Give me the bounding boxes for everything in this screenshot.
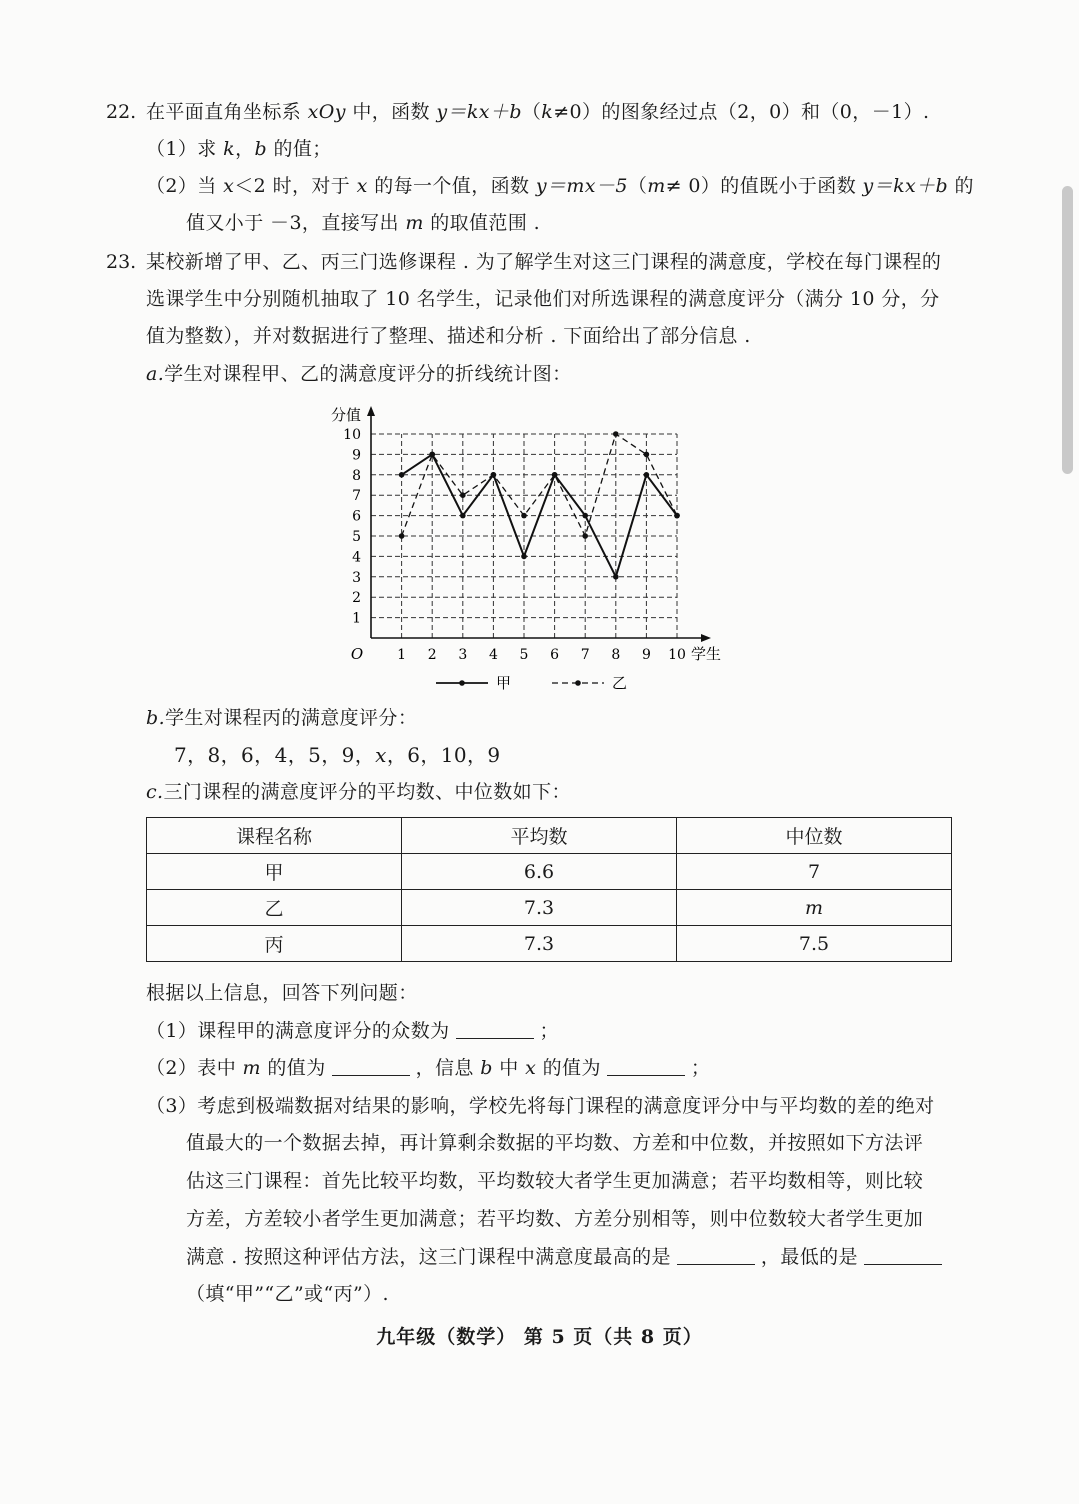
q22-stem-text-3: （ <box>521 101 542 123</box>
cell-mean: 7.3 <box>402 890 677 926</box>
q22-p2-func1: y＝mx－5 <box>535 175 628 197</box>
vertical-scrollbar[interactable] <box>1062 186 1073 474</box>
scores-x: x <box>375 743 387 767</box>
q22-stem-text-1: 在平面直角坐标系 <box>146 101 308 123</box>
data-point <box>399 533 405 539</box>
q23-part3-line1: （3）考虑到极端数据对结果的影响，学校先将每门课程的满意度评分中与平均数的差的绝对 <box>146 1095 935 1117</box>
x-tick-label: 8 <box>611 647 621 663</box>
q22-p2-t6: 的 <box>948 175 974 197</box>
page-footer: 九年级（数学） 第 5 页（共 8 页） <box>376 1326 703 1348</box>
info-a-text: 学生对课程甲、乙的满意度评分的折线统计图： <box>164 363 572 385</box>
q23-p3-t1: 满意 . 按照这种评估方法，这三门课程中满意度最高的是 <box>186 1246 671 1268</box>
q23-stem-line2: 选课学生中分别随机抽取了 10 名学生，记录他们对所选课程的满意度评分（满分 10 分，分 <box>146 288 940 310</box>
chart-axes <box>331 406 721 663</box>
q23-p2-x: x <box>525 1057 537 1079</box>
data-point <box>399 472 405 478</box>
q23-part1 <box>146 1018 559 1044</box>
q22-stem-coord: xOy <box>307 101 346 123</box>
data-point <box>429 452 435 458</box>
q22-part1 <box>146 136 332 162</box>
q22-p1-text-2: ， <box>235 138 255 160</box>
q22-p2-t3: 的每一个值，函数 <box>367 175 536 197</box>
q23-part3-line5 <box>186 1244 948 1270</box>
info-b-label: b. <box>146 707 166 729</box>
q23-p2-t3: ，信息 <box>415 1057 481 1079</box>
q22-p2b-m: m <box>405 212 424 234</box>
y-tick-label: 10 <box>343 427 361 443</box>
y-axis-label: 分值 <box>331 406 362 424</box>
q22-stem-func: y＝kx＋b <box>436 101 522 123</box>
stats-table <box>146 817 952 962</box>
table-header-row <box>147 818 952 854</box>
q22-p2-m: m <box>647 175 666 197</box>
data-point <box>582 533 588 539</box>
data-point <box>460 492 466 498</box>
q23-part3-line6: （填“甲”“乙”或“丙”）. <box>186 1283 389 1305</box>
q22-part2-line2 <box>186 210 540 236</box>
q22-p2b-t2: 的取值范围 . <box>423 212 541 234</box>
x-tick-label: 3 <box>458 647 468 663</box>
q23-p2-b: b <box>480 1057 493 1079</box>
y-tick-label: 1 <box>352 610 361 627</box>
x-tick-label: 9 <box>641 647 651 663</box>
x-tick-label: 6 <box>550 647 560 663</box>
q23-p2-t1: （2）表中 <box>146 1057 243 1079</box>
q22-p1-text-3: 的值； <box>267 138 332 160</box>
legend-label: 乙 <box>612 674 628 692</box>
data-point <box>491 472 497 478</box>
q23-p3-t2: ，最低的是 <box>760 1246 858 1268</box>
q23-part3-line4: 方差，方差较小者学生更加满意；若平均数、方差分别相等，则中位数较大者学生更加 <box>186 1208 924 1230</box>
data-point <box>613 431 619 437</box>
x-tick-label: 7 <box>580 647 590 663</box>
q23-stem-line1: 某校新增了甲、乙、丙三门选修课程 . 为了解学生对这三门课程的满意度，学校在每门课程的 <box>146 251 942 273</box>
info-c-label: c. <box>146 781 164 803</box>
header-course: 课程名称 <box>147 818 402 854</box>
answer-blank-highest[interactable] <box>677 1246 755 1265</box>
legend-label: 甲 <box>496 674 512 692</box>
answer-blank-mode[interactable] <box>456 1020 534 1039</box>
q23-p2-t2: 的值为 <box>260 1057 326 1079</box>
q23-p2-t5: 的值为 <box>536 1057 601 1079</box>
q23-info-b <box>146 705 417 731</box>
course-c-scores <box>174 742 501 768</box>
cell-course: 乙 <box>147 890 402 926</box>
legend-marker <box>575 680 581 686</box>
cell-median: 7.5 <box>677 926 952 962</box>
answer-blank-x[interactable] <box>607 1057 685 1076</box>
q23-p2-m: m <box>242 1057 261 1079</box>
cell-course: 甲 <box>147 854 402 890</box>
q22-p2-x1: x <box>223 175 235 197</box>
y-tick-label: 2 <box>352 590 361 607</box>
q23-part3-line3: 估这三门课程：首先比较平均数，平均数较大者学生更加满意；若平均数相等，则比较 <box>186 1170 924 1192</box>
data-point <box>521 513 527 519</box>
q22-stem-k: k <box>541 101 554 123</box>
q23-part2 <box>146 1055 710 1081</box>
q23-p1-end: ； <box>539 1020 559 1042</box>
q22-stem <box>146 99 929 125</box>
cell-median: 7 <box>677 854 952 890</box>
y-tick-label: 5 <box>352 529 361 545</box>
y-tick-label: 8 <box>352 467 361 484</box>
q23-info-a <box>146 361 572 387</box>
table-row <box>147 890 952 926</box>
y-tick-label: 7 <box>352 488 361 505</box>
line-chart <box>320 398 740 698</box>
x-axis-arrow <box>701 634 711 642</box>
data-point <box>582 513 588 519</box>
q22-p1-k: k <box>223 138 236 160</box>
q22-number: 22. <box>106 101 137 123</box>
cell-median: m <box>677 890 952 926</box>
q22-p2-t1: （2）当 <box>146 175 224 197</box>
q22-stem-text-4: ≠0）的图象经过点（2，0）和（0，－1）. <box>553 101 930 123</box>
q23-p2-end: ； <box>690 1057 711 1079</box>
q23-p2-t4: 中 <box>492 1057 526 1079</box>
q22-p2-func2: y＝kx＋b <box>862 175 949 197</box>
q22-p2-t4: （ <box>627 175 648 197</box>
x-axis-label: 学生 <box>691 645 722 663</box>
header-mean: 平均数 <box>402 818 677 854</box>
data-point <box>613 574 619 580</box>
series-line-2 <box>402 434 677 536</box>
x-tick-label: 4 <box>488 647 498 663</box>
info-b-text: 学生对课程丙的满意度评分： <box>165 707 418 729</box>
answer-blank-m[interactable] <box>332 1057 410 1076</box>
q23-ask: 根据以上信息，回答下列问题： <box>146 982 418 1004</box>
table-row <box>147 926 952 962</box>
info-a-label: a. <box>146 363 165 385</box>
chart-legend <box>436 674 627 692</box>
legend-marker <box>459 680 465 686</box>
q22-stem-text-2: 中，函数 <box>345 101 437 123</box>
y-tick-label: 3 <box>352 569 361 586</box>
chart-ticks <box>343 427 686 663</box>
x-tick-label: 10 <box>668 647 686 663</box>
cell-mean: 7.3 <box>402 926 677 962</box>
y-tick-label: 9 <box>352 447 361 464</box>
data-point <box>644 472 650 478</box>
q22-p1-b: b <box>254 138 268 160</box>
q23-number: 23. <box>106 251 137 273</box>
q22-p2b-t1: 值又小于 －3，直接写出 <box>186 212 406 234</box>
chart-series <box>399 431 680 579</box>
answer-blank-lowest[interactable] <box>864 1246 942 1265</box>
q22-p2-x2: x <box>356 175 368 197</box>
scores-part-1: 7，8，6，4，5，9， <box>174 743 376 767</box>
q22-p2-t5: ≠ 0）的值既小于函数 <box>665 175 863 197</box>
q22-p1-text-1: （1）求 <box>146 138 224 160</box>
q23-p1-text: （1）课程甲的满意度评分的众数为 <box>146 1020 450 1042</box>
info-c-text: 三门课程的满意度评分的平均数、中位数如下： <box>163 781 571 803</box>
q22-p2-t2: ＜2 时，对于 <box>234 175 357 197</box>
origin-label: O <box>350 645 364 663</box>
x-tick-label: 1 <box>397 647 407 663</box>
data-point <box>552 472 558 478</box>
header-median: 中位数 <box>677 818 952 854</box>
y-tick-label: 6 <box>352 508 361 525</box>
q23-info-c <box>146 779 571 805</box>
data-point <box>674 513 680 519</box>
data-point <box>460 513 466 519</box>
data-point <box>644 452 650 458</box>
table-row <box>147 854 952 890</box>
y-axis-arrow <box>367 406 375 416</box>
y-tick-label: 4 <box>352 549 361 566</box>
data-point <box>521 554 527 560</box>
q23-part3-line2: 值最大的一个数据去掉，再计算剩余数据的平均数、方差和中位数，并按照如下方法评 <box>186 1132 924 1154</box>
x-tick-label: 5 <box>519 647 529 663</box>
q22-part2-line1 <box>146 173 974 199</box>
cell-course: 丙 <box>147 926 402 962</box>
scores-part-2: ，6，10，9 <box>386 743 501 767</box>
q23-stem-line3: 值为整数），并对数据进行了整理、描述和分析 . 下面给出了部分信息 . <box>146 325 751 347</box>
cell-mean: 6.6 <box>402 854 677 890</box>
x-tick-label: 2 <box>427 647 437 663</box>
